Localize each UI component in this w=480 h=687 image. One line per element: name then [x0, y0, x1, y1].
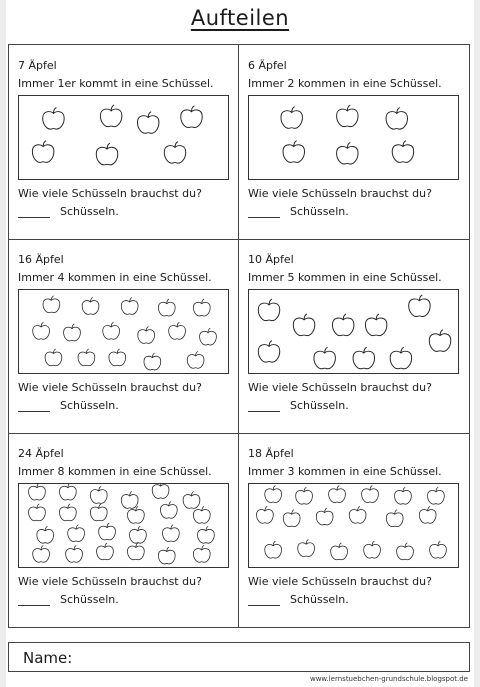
- apple-outline-icon: [130, 526, 147, 543]
- apple-count: 16 Äpfel: [18, 253, 64, 266]
- apple-outline-icon: [395, 487, 412, 504]
- apple-outline-icon: [386, 510, 403, 527]
- apple-outline-icon: [281, 107, 302, 129]
- apple-box: [18, 95, 229, 180]
- apple-outline-icon: [160, 501, 177, 518]
- apple-outline-icon: [37, 526, 54, 543]
- apple-outline-icon: [365, 314, 386, 336]
- apple-outline-icon: [362, 486, 379, 503]
- apple-outline-icon: [332, 314, 353, 336]
- apple-count: 7 Äpfel: [18, 59, 57, 72]
- apple-outline-icon: [337, 105, 358, 127]
- answer-suffix: Schüsseln.: [60, 593, 119, 606]
- apple-outline-icon: [183, 491, 200, 508]
- apple-outline-icon: [331, 543, 348, 560]
- apple-box: [248, 95, 459, 180]
- apple-outline-icon: [429, 330, 450, 352]
- footer-url: www.lernstuebchen-grundschule.blogspot.de: [309, 675, 468, 683]
- apple-outline-icon: [144, 353, 161, 370]
- apple-outline-icon: [127, 543, 144, 560]
- apple-outline-icon: [390, 347, 411, 369]
- apple-outline-icon: [283, 141, 304, 163]
- answer-line: [18, 399, 119, 412]
- sharing-rule: Immer 2 kommen in eine Schüssel.: [248, 77, 442, 90]
- apple-outline-icon: [59, 484, 76, 500]
- page-title: Aufteilen: [190, 6, 290, 30]
- task-cell-1: [9, 45, 239, 239]
- apple-outline-icon: [265, 486, 282, 503]
- answer-blank[interactable]: [18, 207, 50, 218]
- apple-outline-icon: [265, 541, 282, 558]
- apple-outline-icon: [386, 108, 407, 130]
- apple-outline-icon: [33, 322, 50, 339]
- apple-outline-icon: [99, 523, 116, 540]
- apple-outline-icon: [78, 349, 95, 366]
- apple-outline-icon: [96, 143, 117, 165]
- apple-group: [249, 96, 458, 179]
- apple-outline-icon: [137, 112, 158, 134]
- apple-outline-icon: [97, 543, 114, 560]
- apple-outline-icon: [329, 486, 346, 503]
- apple-outline-icon: [257, 506, 274, 523]
- apple-outline-icon: [193, 299, 210, 316]
- question: Wie viele Schüsseln brauchst du?: [18, 575, 202, 588]
- apple-outline-icon: [164, 142, 185, 164]
- answer-line: [18, 593, 119, 606]
- apple-box: [18, 289, 229, 374]
- apple-outline-icon: [430, 541, 447, 558]
- apple-outline-icon: [428, 487, 445, 504]
- answer-blank[interactable]: [248, 401, 280, 412]
- answer-blank[interactable]: [18, 401, 50, 412]
- answer-blank[interactable]: [248, 595, 280, 606]
- apple-outline-icon: [45, 349, 62, 366]
- apple-outline-icon: [29, 484, 46, 500]
- name-field[interactable]: [8, 642, 470, 672]
- apple-count: 18 Äpfel: [248, 447, 294, 460]
- apple-outline-icon: [90, 486, 107, 503]
- apple-outline-icon: [103, 322, 120, 339]
- apple-outline-icon: [337, 142, 358, 164]
- sharing-rule: Immer 3 kommen in eine Schüssel.: [248, 465, 442, 478]
- answer-suffix: Schüsseln.: [290, 593, 349, 606]
- apple-outline-icon: [258, 341, 279, 363]
- apple-outline-icon: [59, 504, 76, 521]
- answer-blank[interactable]: [248, 207, 280, 218]
- sharing-rule: Immer 5 kommen in eine Schüssel.: [248, 271, 442, 284]
- apple-outline-icon: [316, 508, 333, 525]
- apple-outline-icon: [127, 506, 144, 523]
- question: Wie viele Schüsseln brauchst du?: [18, 381, 202, 394]
- apple-outline-icon: [66, 545, 83, 562]
- answer-suffix: Schüsseln.: [290, 205, 349, 218]
- task-cell-6: [239, 433, 469, 627]
- apple-outline-icon: [200, 328, 217, 345]
- apple-outline-icon: [193, 506, 210, 523]
- question: Wie viele Schüsseln brauchst du?: [248, 575, 432, 588]
- question: Wie viele Schüsseln brauchst du?: [18, 187, 202, 200]
- apple-outline-icon: [163, 525, 180, 542]
- task-cell-5: [9, 433, 239, 627]
- apple-outline-icon: [100, 105, 121, 127]
- apple-outline-icon: [169, 322, 186, 339]
- apple-group: [19, 290, 228, 373]
- answer-suffix: Schüsseln.: [60, 399, 119, 412]
- apple-outline-icon: [82, 297, 99, 314]
- apple-outline-icon: [198, 526, 215, 543]
- apple-outline-icon: [43, 296, 60, 313]
- answer-suffix: Schüsseln.: [60, 205, 119, 218]
- answer-line: [18, 205, 119, 218]
- apple-count: 10 Äpfel: [248, 253, 294, 266]
- apple-outline-icon: [33, 545, 50, 562]
- sharing-rule: Immer 4 kommen in eine Schüssel.: [18, 271, 212, 284]
- task-grid: [8, 44, 470, 628]
- apple-outline-icon: [364, 541, 381, 558]
- apple-outline-icon: [397, 543, 414, 560]
- apple-box: [248, 483, 459, 568]
- apple-group: [19, 96, 228, 179]
- apple-outline-icon: [64, 324, 81, 341]
- apple-count: 6 Äpfel: [248, 59, 287, 72]
- apple-outline-icon: [187, 351, 204, 368]
- answer-line: [248, 593, 349, 606]
- apple-outline-icon: [121, 491, 138, 508]
- task-cell-2: [239, 45, 469, 239]
- task-cell-3: [9, 239, 239, 433]
- apple-outline-icon: [283, 510, 300, 527]
- name-label: Name:: [23, 649, 73, 667]
- apple-outline-icon: [409, 295, 430, 317]
- apple-box: [248, 289, 459, 374]
- apple-outline-icon: [138, 327, 155, 344]
- apple-outline-icon: [258, 299, 279, 321]
- apple-outline-icon: [314, 347, 335, 369]
- apple-outline-icon: [158, 547, 175, 564]
- apple-outline-icon: [353, 347, 374, 369]
- apple-outline-icon: [109, 349, 126, 366]
- apple-outline-icon: [158, 299, 175, 316]
- task-cell-4: [239, 239, 469, 433]
- apple-outline-icon: [293, 314, 314, 336]
- worksheet: [6, 0, 474, 687]
- apple-outline-icon: [181, 106, 202, 128]
- apple-outline-icon: [32, 141, 53, 163]
- apple-outline-icon: [296, 487, 313, 504]
- apple-outline-icon: [152, 484, 169, 498]
- answer-line: [248, 399, 349, 412]
- apple-group: [19, 484, 228, 567]
- apple-outline-icon: [121, 297, 138, 314]
- apple-outline-icon: [419, 506, 436, 523]
- apple-outline-icon: [298, 540, 315, 557]
- answer-blank[interactable]: [18, 595, 50, 606]
- apple-outline-icon: [193, 545, 210, 562]
- apple-outline-icon: [349, 506, 366, 523]
- apple-outline-icon: [392, 141, 413, 163]
- apple-outline-icon: [43, 108, 64, 130]
- answer-suffix: Schüsseln.: [290, 399, 349, 412]
- sharing-rule: Immer 8 kommen in eine Schüssel.: [18, 465, 212, 478]
- question: Wie viele Schüsseln brauchst du?: [248, 381, 432, 394]
- apple-outline-icon: [29, 504, 46, 521]
- apple-outline-icon: [90, 504, 107, 521]
- apple-box: [18, 483, 229, 568]
- answer-line: [248, 205, 349, 218]
- apple-outline-icon: [68, 525, 85, 542]
- question: Wie viele Schüsseln brauchst du?: [248, 187, 432, 200]
- apple-count: 24 Äpfel: [18, 447, 64, 460]
- apple-group: [249, 290, 458, 373]
- apple-group: [249, 484, 458, 567]
- sharing-rule: Immer 1er kommt in eine Schüssel.: [18, 77, 214, 90]
